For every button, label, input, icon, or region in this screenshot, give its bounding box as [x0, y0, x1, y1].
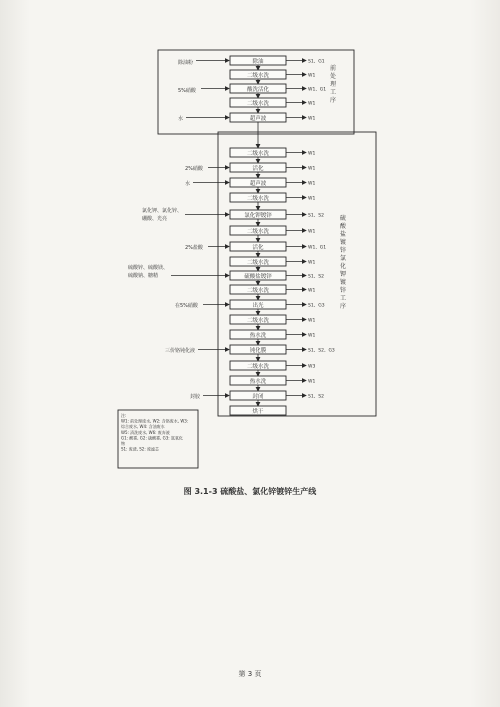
process-step-label: 超声波	[249, 181, 267, 187]
output-label: W1	[308, 196, 316, 202]
process-step	[230, 56, 286, 65]
input-label: 三价铬钝化液	[165, 348, 196, 354]
process-step	[230, 98, 286, 107]
process-step-label: 二级水洗	[246, 260, 270, 266]
process-step-label: 二级水洗	[246, 101, 270, 107]
process-step	[230, 242, 286, 251]
process-step-label: 超声波	[249, 116, 267, 122]
process-step-label: 钝化膜	[249, 348, 267, 354]
process-step-label: 二级水洗	[246, 318, 270, 324]
process-step	[230, 361, 286, 370]
output-label: W3	[308, 364, 316, 370]
process-step	[230, 391, 286, 400]
input-plating_chem	[142, 207, 229, 222]
input-degrease	[178, 59, 229, 66]
process-step-label: 酸洗活化	[246, 87, 270, 93]
legend-line: 注:	[121, 413, 127, 418]
output-label: W1、G1	[308, 87, 327, 93]
process-step-label: 氯化钾镀锌	[244, 213, 272, 219]
process-step	[230, 210, 286, 219]
process-step-label: 二级水洗	[246, 288, 270, 294]
legend-text	[121, 412, 188, 452]
output-label: S1、S2	[308, 274, 324, 280]
process-step	[230, 376, 286, 385]
process-step-label: 热水洗	[249, 379, 267, 385]
process-step	[230, 300, 286, 309]
process-step	[230, 271, 286, 280]
process-step-label: 除油	[252, 59, 264, 65]
input-label: 氯化钾、氯化锌、	[142, 208, 183, 214]
process-step-label: 二级水洗	[246, 73, 270, 79]
process-step	[230, 226, 286, 235]
input-label: 硫酸钠、糖精	[128, 273, 159, 279]
process-step-label: 活化	[252, 166, 264, 172]
input-label: 2%盐酸	[185, 245, 203, 251]
process-step	[230, 113, 286, 122]
input-passivate	[165, 347, 229, 354]
process-step-label: 二级水洗	[246, 364, 270, 370]
process-step-label: 二级水洗	[246, 229, 270, 235]
output-label: W1	[308, 288, 316, 294]
output-label: S1、S2	[308, 394, 324, 400]
process-step	[230, 257, 286, 266]
process-step-label: 热水洗	[249, 333, 267, 339]
process-step	[230, 330, 286, 339]
output-label: W1	[308, 181, 316, 187]
input-label: 水	[185, 181, 191, 187]
output-label: S1、S2	[308, 213, 324, 219]
legend-line: W1: 前处理废水, W2: 含铬废水, W3:	[121, 418, 189, 424]
output-label: S1、G3	[308, 303, 325, 309]
process-step	[230, 315, 286, 324]
process-step	[230, 148, 286, 157]
input-label: 硼酸、光亮	[142, 216, 168, 222]
output-label: S1、S2、G3	[308, 348, 335, 354]
input-label: 水	[178, 116, 184, 122]
output-label: W1	[308, 166, 316, 172]
output-label: W1	[308, 73, 316, 79]
process-step	[230, 345, 286, 354]
input-water1	[178, 115, 229, 122]
process-step	[230, 193, 286, 202]
pretreatment-section-label: 前处理工序	[330, 65, 337, 104]
input-label: 除油粉	[178, 60, 194, 66]
input-sulfate_chem	[128, 264, 229, 279]
output-label: S1、G1	[308, 59, 325, 65]
page-number: 第 3 页	[238, 670, 262, 678]
input-label: 封胶	[190, 394, 201, 400]
input-label: 5%硝酸	[178, 88, 196, 94]
output-label: W1	[308, 379, 316, 385]
input-acid1	[178, 87, 229, 94]
output-label: W1	[308, 260, 316, 266]
output-label: W1	[308, 318, 316, 324]
input-label: 在5%硝酸	[175, 303, 198, 309]
legend-line: W5: 清洗废水, W6: 废弃液	[121, 429, 170, 435]
input-acid2	[185, 165, 229, 172]
process-step	[230, 285, 286, 294]
process-step-label: 活化	[252, 245, 264, 251]
input-label: 硫酸锌、硫酸镁、	[128, 265, 169, 271]
output-label: W1	[308, 229, 316, 235]
input-label: 2%硝酸	[185, 166, 203, 172]
legend-line: 综合废水, W4: 含油废水	[121, 424, 165, 430]
process-step	[230, 84, 286, 93]
process-step	[230, 178, 286, 187]
process-step	[230, 70, 286, 79]
process-step-label: 烘干	[252, 409, 264, 415]
plating-section-label: 硫酸盐镀锌氯化钾镀锌工序	[340, 215, 347, 310]
process-step-label: 二级水洗	[246, 196, 270, 202]
process-step-label: 二级水洗	[246, 151, 270, 157]
process-step	[230, 406, 286, 415]
figure-caption: 图 3.1-3 硫酸盐、氯化锌镀锌生产线	[183, 487, 317, 496]
output-label: W1、G1	[308, 245, 327, 251]
output-label: W1	[308, 101, 316, 107]
input-hcl	[185, 244, 229, 251]
output-label: W1	[308, 151, 316, 157]
legend-line: G1: 酸雾, G2: 硫酸雾, G3: 氮氧化	[121, 435, 183, 441]
legend-line: S1: 废渣, S2: 废滤芯	[121, 446, 159, 452]
legend-line: 物	[121, 441, 125, 446]
process-step-label: 出光	[252, 303, 264, 309]
process-step	[230, 163, 286, 172]
input-water2	[185, 180, 229, 187]
output-label: W1	[308, 116, 316, 122]
process-step-label: 硫酸盐镀锌	[244, 274, 272, 280]
output-label: W1	[308, 333, 316, 339]
input-seal	[190, 393, 229, 400]
input-bright	[175, 302, 229, 309]
process-step-label: 封闭	[252, 394, 264, 400]
